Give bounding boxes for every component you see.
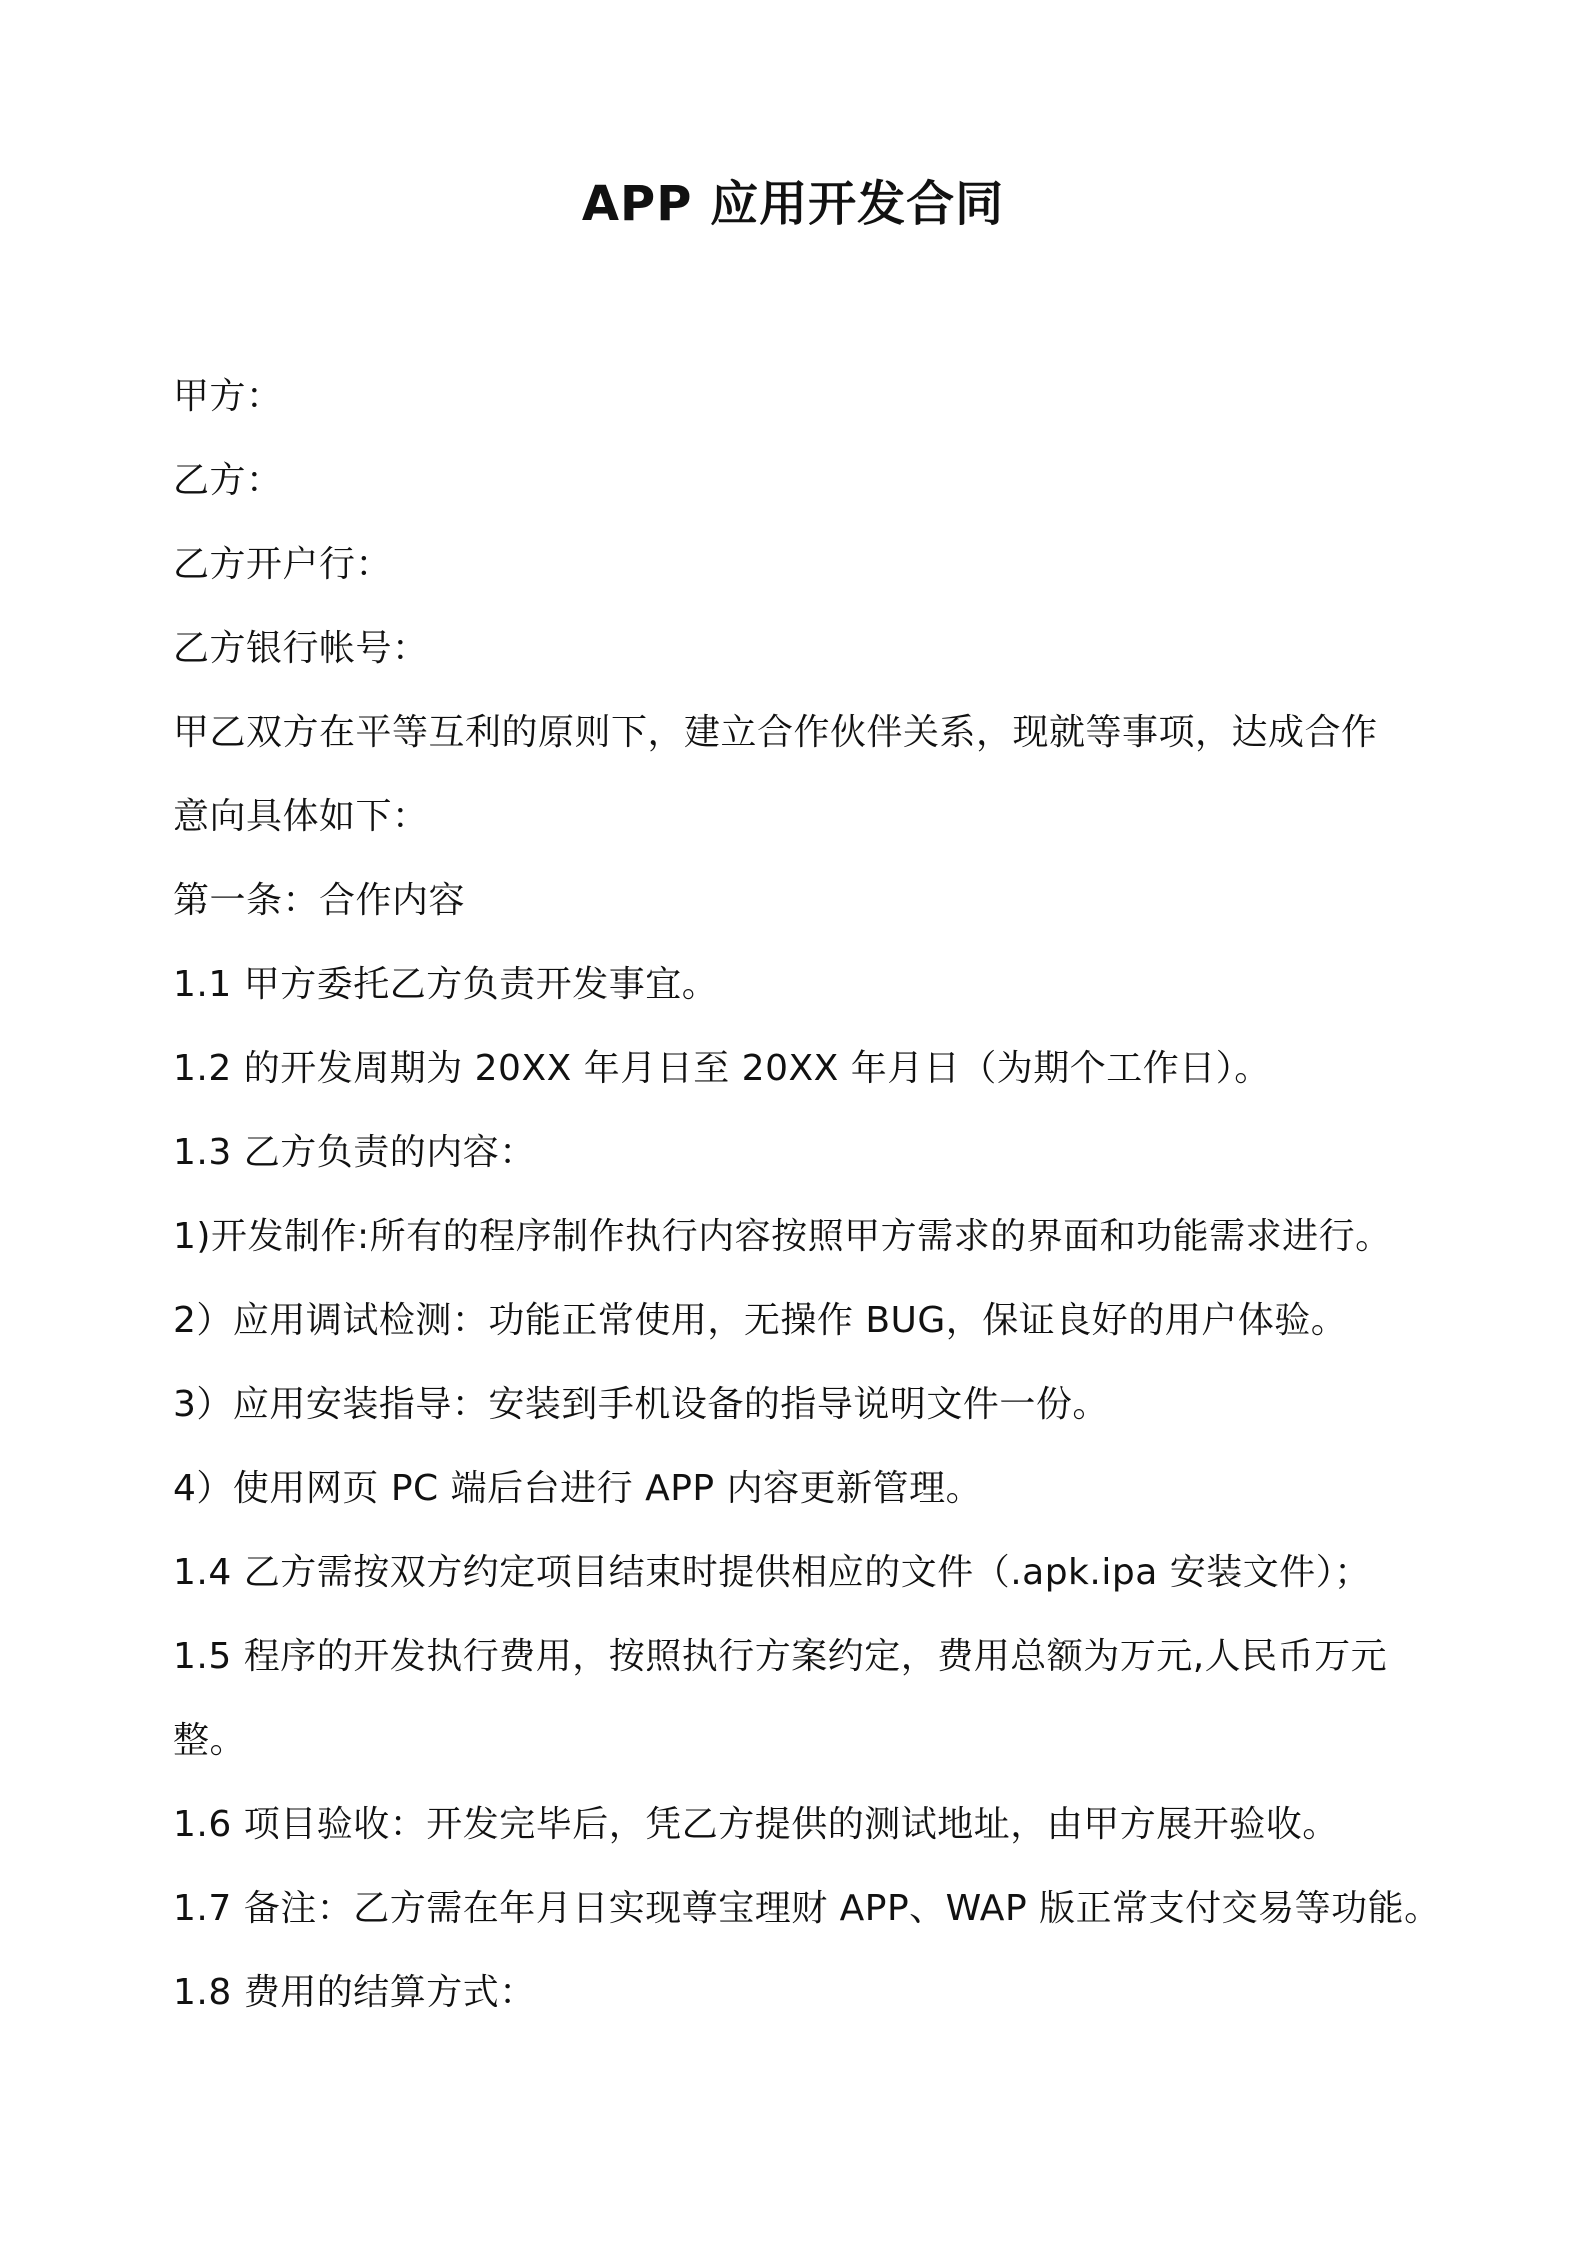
clause-1-6: 1.6 项目验收：开发完毕后，凭乙方提供的测试地址，由甲方展开验收。 [173, 1804, 1339, 1845]
clause-1-5-line-2: 整。 [173, 1720, 247, 1761]
scope-item-2: 2）应用调试检测：功能正常使用，无操作 BUG，保证良好的用户体验。 [173, 1300, 1348, 1341]
party-b-line: 乙方： [173, 460, 283, 501]
party-b-account-line: 乙方银行帐号： [173, 628, 429, 669]
scope-item-1: 1)开发制作:所有的程序制作执行内容按照甲方需求的界面和功能需求进行。 [173, 1216, 1392, 1257]
clause-1-2: 1.2 的开发周期为 20XX 年月日至 20XX 年月日（为期个工作日）。 [173, 1048, 1271, 1089]
clause-1-3: 1.3 乙方负责的内容： [173, 1132, 536, 1173]
document-body [173, 355, 1441, 2035]
scope-item-3: 3）应用安装指导：安装到手机设备的指导说明文件一份。 [173, 1384, 1109, 1425]
clause-1-8: 1.8 费用的结算方式： [173, 1972, 536, 2013]
scope-item-4: 4）使用网页 PC 端后台进行 APP 内容更新管理。 [173, 1468, 983, 1509]
party-b-bank-line: 乙方开户行： [173, 544, 393, 585]
clause-1-7: 1.7 备注：乙方需在年月日实现尊宝理财 APP、WAP 版正常支付交易等功能。 [173, 1888, 1441, 1929]
party-a-line: 甲方： [173, 376, 283, 417]
document-title: APP 应用开发合同 [581, 176, 1005, 232]
clause-1-4: 1.4 乙方需按双方约定项目结束时提供相应的文件（.apk.ipa 安装文件）； [173, 1552, 1371, 1593]
intro-line-1: 甲乙双方在平等互利的原则下，建立合作伙伴关系，现就等事项，达成合作 [173, 712, 1378, 753]
clause-1-1: 1.1 甲方委托乙方负责开发事宜。 [173, 964, 719, 1005]
clause-1-5-line-1: 1.5 程序的开发执行费用，按照执行方案约定，费用总额为万元,人民币万元 [173, 1636, 1388, 1677]
article-one-heading: 第一条：合作内容 [173, 880, 466, 921]
intro-line-2: 意向具体如下： [173, 796, 429, 837]
